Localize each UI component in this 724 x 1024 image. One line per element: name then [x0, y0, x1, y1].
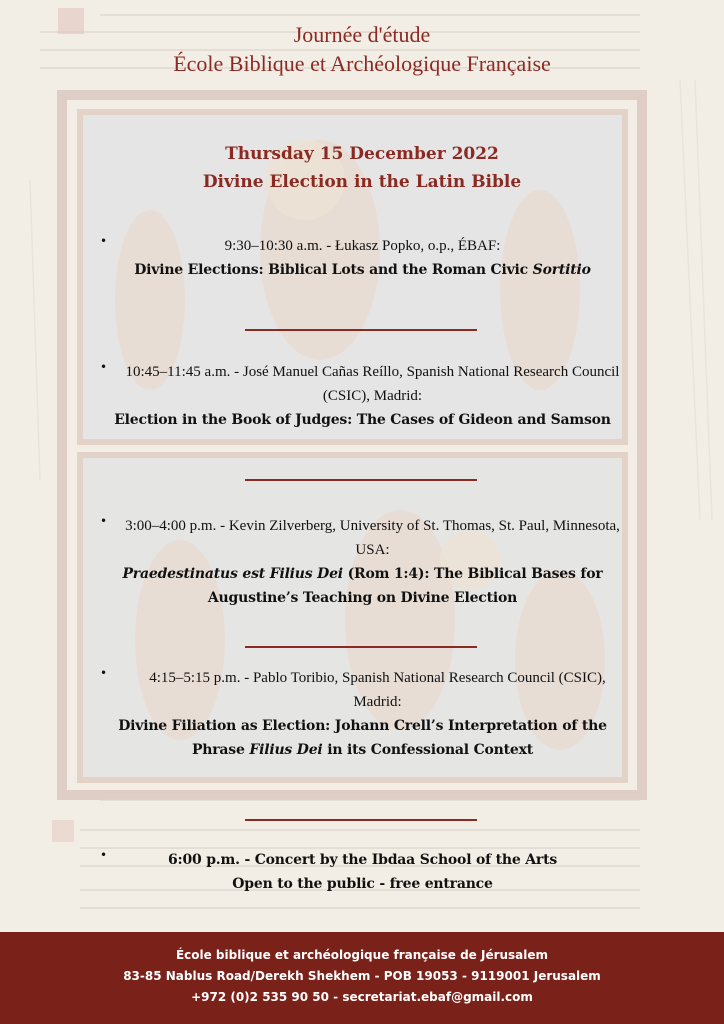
divider: [245, 646, 477, 648]
divider: [245, 819, 477, 821]
event-date: Thursday 15 December 2022: [225, 144, 499, 164]
session-meta: 3:00–4:00 p.m. - Kevin Zilverberg, University of St. Thomas, St. Paul, Minnesota, USA:: [125, 518, 620, 558]
footer-address: 83-85 Nablus Road/Derekh Shekhem - POB 19053 - 9119001 Jerusalem: [123, 969, 601, 983]
footer-contact: +972 (0)2 535 90 50 - secretariat.ebaf@gmail.com: [191, 990, 533, 1004]
session-meta: 9:30–10:30 a.m. - Łukasz Popko, o.p., ÉBAF:: [224, 238, 501, 254]
footer-institution: École biblique et archéologique française de Jérusalem: [175, 948, 549, 962]
bullet-icon: •: [100, 360, 108, 374]
event-theme: Divine Election in the Latin Bible: [202, 172, 522, 192]
session-item: [80, 234, 645, 282]
bullet-icon: •: [100, 666, 108, 680]
divider: [245, 479, 477, 481]
bullet-icon: •: [100, 234, 108, 248]
bullet-icon: •: [100, 848, 108, 862]
session-item: [90, 666, 635, 762]
session-meta: 10:45–11:45 a.m. - José Manuel Cañas Reíllo, Spanish National Research Council (CSIC), Madrid:: [125, 364, 620, 404]
session-item: [90, 514, 635, 610]
session-title: Election in the Book of Judges: The Cases of Gideon and Samson: [114, 412, 611, 428]
contact-footer: [0, 932, 724, 1024]
study-day-title: Journée d'étude: [293, 22, 431, 47]
session-item: [90, 848, 635, 896]
session-title: Praedestinatus est Filius Dei (Rom 1:4): The Biblical Bases for Augustine’s Teaching on Divine Election: [122, 566, 603, 606]
session-title: Divine Elections: Biblical Lots and the Roman Civic Sortitio: [134, 262, 591, 278]
concert-note: Open to the public - free entrance: [232, 876, 493, 892]
event-header: [0, 20, 724, 78]
session-item: [90, 360, 635, 432]
session-title: Divine Filiation as Election: Johann Crell’s Interpretation of the Phrase Filius Dei in its Confessional Context: [118, 718, 607, 758]
concert-title: 6:00 p.m. - Concert by the Ibdaa School of the Arts: [167, 852, 558, 868]
institution-title: École Biblique et Archéologique Française: [173, 51, 551, 76]
bullet-icon: •: [100, 514, 108, 528]
event-date-block: [0, 140, 724, 196]
divider: [245, 329, 477, 331]
session-meta: 4:15–5:15 p.m. - Pablo Toribio, Spanish National Research Council (CSIC), Madrid:: [149, 670, 606, 710]
